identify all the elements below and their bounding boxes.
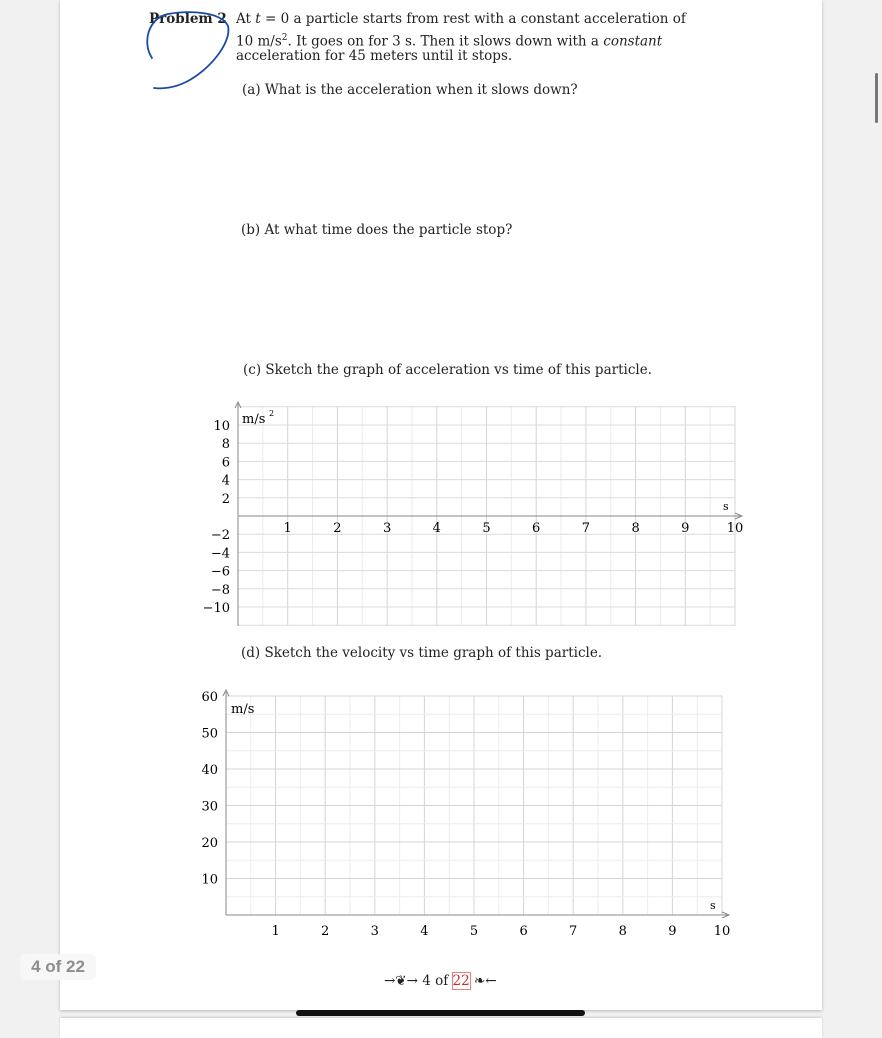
scrollbar-thumb[interactable] — [875, 73, 878, 123]
problem-line-3: acceleration for 45 meters until it stops. — [236, 48, 513, 64]
y-tick-label: −10 — [202, 601, 230, 616]
home-indicator[interactable] — [296, 1010, 585, 1016]
x-unit-label: s — [723, 500, 729, 513]
x-tick-label: 9 — [681, 521, 690, 536]
math-variable: t — [255, 11, 261, 27]
velocity-graph[interactable] — [195, 686, 765, 936]
y-tick-label: 60 — [201, 690, 218, 705]
y-tick-label: −8 — [210, 582, 230, 598]
x-tick-label: 5 — [469, 924, 479, 936]
question-d: (d) Sketch the velocity vs time graph of this particle. — [241, 645, 603, 661]
x-tick-label: 3 — [382, 521, 392, 536]
x-tick-label: 8 — [618, 924, 627, 936]
question-c: (c) Sketch the graph of acceleration vs time of this particle. — [243, 362, 652, 378]
y-tick-label: 8 — [221, 437, 230, 453]
y-tick-label: 6 — [221, 455, 230, 471]
page-footer — [384, 973, 497, 989]
x-tick-label: 2 — [333, 521, 342, 536]
y-tick-label: 2 — [221, 491, 230, 507]
y-tick-label: −6 — [210, 564, 230, 580]
problem-line-1 — [236, 10, 686, 28]
x-tick-label: 7 — [569, 924, 578, 936]
next-document-page — [60, 1018, 822, 1038]
x-tick-label: 4 — [420, 924, 429, 936]
y-tick-label: −2 — [210, 528, 230, 544]
x-tick-label: 9 — [668, 924, 677, 936]
footer-ornament-left: →❦→ — [384, 973, 418, 989]
problem-text: = 0 a particle starts from rest with a constant acceleration of — [264, 11, 686, 27]
x-unit-label: s — [710, 899, 716, 912]
footer-total-link[interactable]: 22 — [452, 973, 470, 989]
y-unit-label: m/s — [242, 412, 266, 427]
y-tick-label: −4 — [210, 546, 230, 562]
y-tick-label: 10 — [213, 419, 230, 434]
x-tick-label: 5 — [482, 521, 491, 536]
footer-page-number: 4 of — [422, 973, 449, 989]
handwritten-annotation — [140, 8, 240, 98]
x-tick-label: 7 — [581, 521, 591, 536]
question-b: (b) At what time does the particle stop? — [241, 222, 513, 238]
question-a: (a) What is the acceleration when it slows down? — [242, 82, 578, 98]
y-unit-label: m/s — [231, 702, 255, 717]
exponent: 2 — [281, 33, 288, 43]
x-tick-label: 1 — [271, 924, 280, 936]
y-tick-label: 4 — [221, 473, 230, 489]
problem-text: . It goes on for 3 s. Then it slows down with a — [287, 33, 599, 50]
y-tick-label: 50 — [201, 726, 218, 742]
x-tick-label: 1 — [283, 521, 292, 536]
y-unit-exponent: 2 — [269, 409, 275, 418]
emphasis-text: constant — [603, 33, 663, 50]
problem-text: 10 m/s — [236, 33, 282, 50]
footer-ornament-right: ❧← — [474, 973, 497, 989]
problem-label: Problem 2 — [149, 11, 227, 27]
acceleration-graph[interactable] — [195, 398, 765, 630]
y-tick-label: 40 — [201, 763, 218, 778]
y-tick-label: 20 — [201, 836, 218, 851]
x-tick-label: 10 — [726, 521, 744, 536]
y-tick-label: 30 — [201, 799, 218, 815]
x-tick-label: 2 — [321, 924, 330, 936]
x-tick-label: 6 — [519, 924, 528, 936]
x-tick-label: 3 — [370, 924, 379, 936]
x-tick-label: 4 — [432, 521, 441, 536]
problem-text: At — [236, 11, 251, 27]
x-tick-label: 8 — [631, 521, 640, 536]
x-tick-label: 6 — [532, 521, 541, 536]
y-tick-label: 10 — [201, 872, 218, 888]
x-tick-label: 10 — [713, 924, 731, 936]
page-indicator: 4 of 22 — [20, 954, 96, 980]
